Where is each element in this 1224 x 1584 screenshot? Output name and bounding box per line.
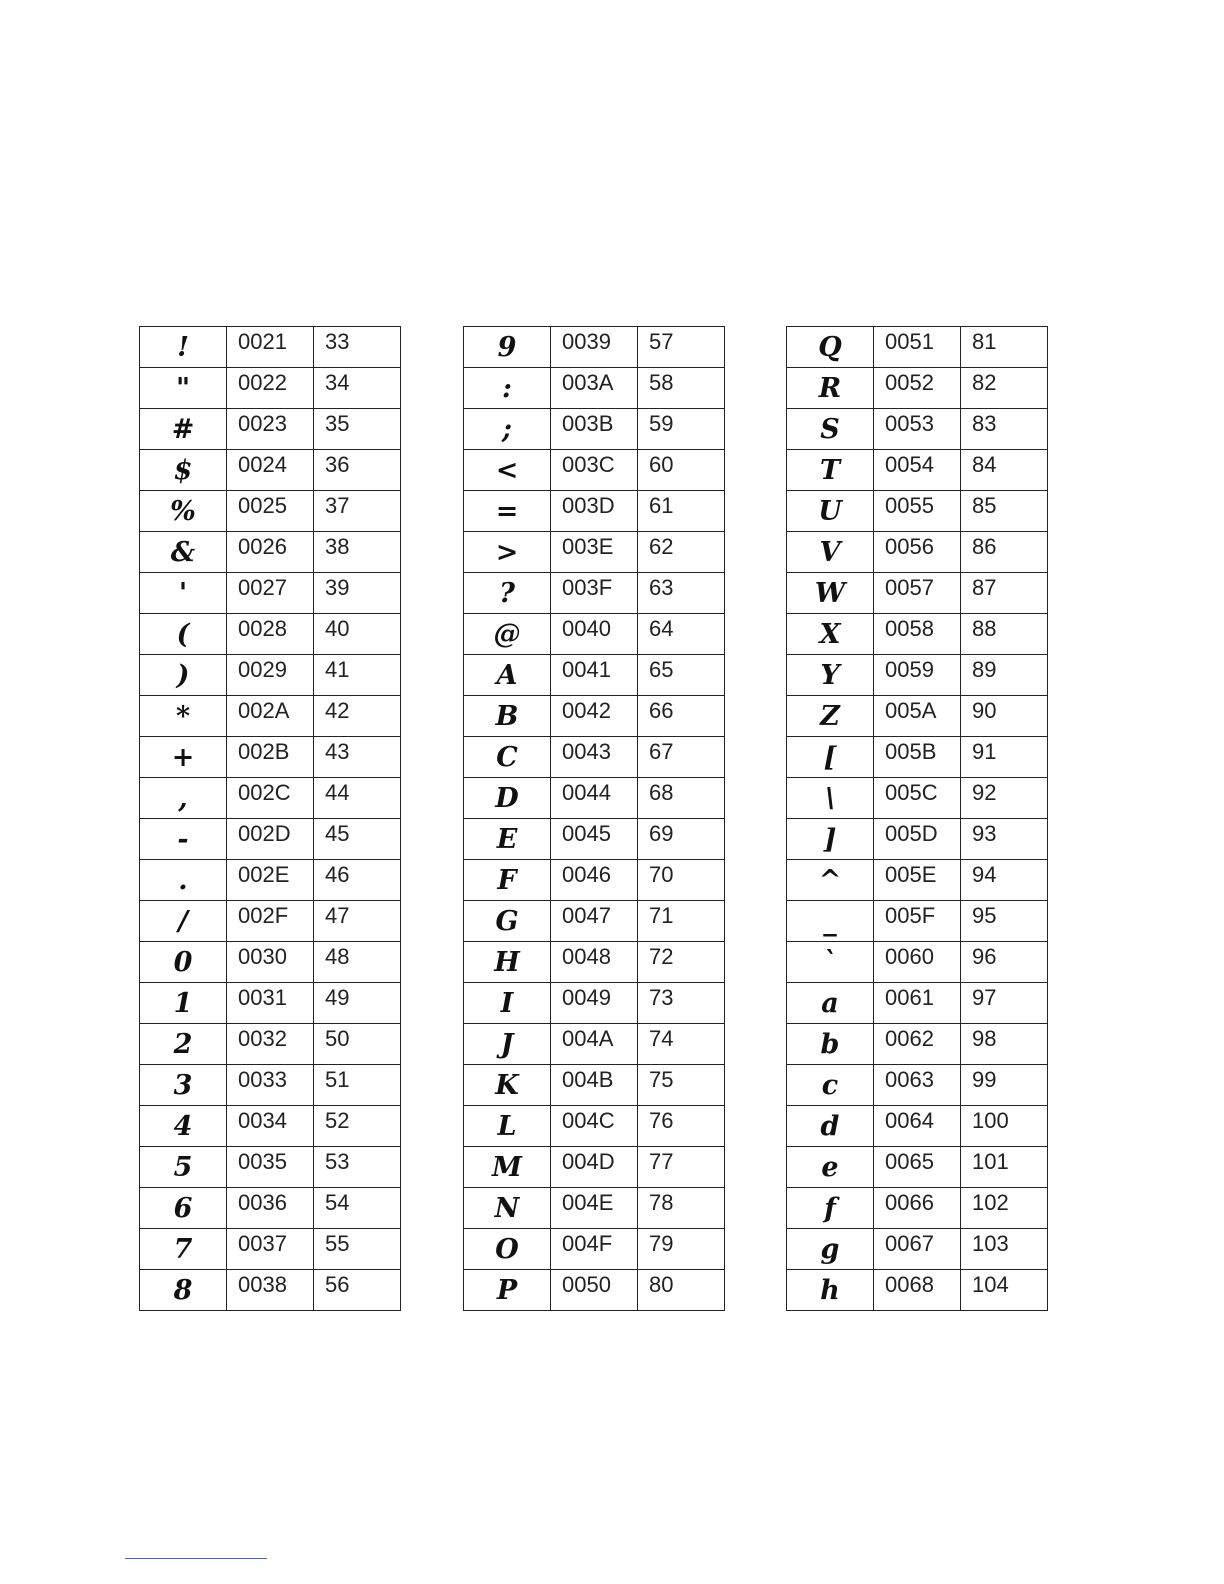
character-glyph: # bbox=[140, 409, 227, 450]
table-row bbox=[787, 1270, 1048, 1311]
decimal-code: 94 bbox=[961, 860, 1048, 901]
decimal-code: 78 bbox=[638, 1188, 725, 1229]
table-row bbox=[787, 1188, 1048, 1229]
table-row bbox=[140, 1188, 401, 1229]
character-glyph: _ bbox=[787, 901, 874, 942]
character-glyph: c bbox=[787, 1065, 874, 1106]
hex-code: 004B bbox=[551, 1065, 638, 1106]
table-row bbox=[140, 1065, 401, 1106]
character-glyph: , bbox=[140, 778, 227, 819]
table-row bbox=[464, 368, 725, 409]
table-row bbox=[787, 614, 1048, 655]
hex-code: 0026 bbox=[227, 532, 314, 573]
hex-code: 0029 bbox=[227, 655, 314, 696]
decimal-code: 67 bbox=[638, 737, 725, 778]
hex-code: 0028 bbox=[227, 614, 314, 655]
character-glyph: : bbox=[464, 368, 551, 409]
decimal-code: 79 bbox=[638, 1229, 725, 1270]
hex-code: 0024 bbox=[227, 450, 314, 491]
character-glyph: % bbox=[140, 491, 227, 532]
character-glyph: 2 bbox=[140, 1024, 227, 1065]
character-glyph: ' bbox=[140, 573, 227, 614]
decimal-code: 91 bbox=[961, 737, 1048, 778]
table-row bbox=[464, 327, 725, 368]
character-glyph: M bbox=[464, 1147, 551, 1188]
decimal-code: 52 bbox=[314, 1106, 401, 1147]
character-glyph: E bbox=[464, 819, 551, 860]
hex-code: 0056 bbox=[874, 532, 961, 573]
hex-code: 0068 bbox=[874, 1270, 961, 1311]
decimal-code: 82 bbox=[961, 368, 1048, 409]
decimal-code: 71 bbox=[638, 901, 725, 942]
decimal-code: 66 bbox=[638, 696, 725, 737]
character-glyph: a bbox=[787, 983, 874, 1024]
character-glyph: 8 bbox=[140, 1270, 227, 1311]
table-row bbox=[464, 1270, 725, 1311]
decimal-code: 100 bbox=[961, 1106, 1048, 1147]
decimal-code: 84 bbox=[961, 450, 1048, 491]
hex-code: 004F bbox=[551, 1229, 638, 1270]
character-glyph: * bbox=[140, 696, 227, 737]
character-glyph: H bbox=[464, 942, 551, 983]
decimal-code: 97 bbox=[961, 983, 1048, 1024]
hex-code: 0040 bbox=[551, 614, 638, 655]
character-glyph: W bbox=[787, 573, 874, 614]
character-glyph: f bbox=[787, 1188, 874, 1229]
table-row bbox=[140, 614, 401, 655]
decimal-code: 80 bbox=[638, 1270, 725, 1311]
decimal-code: 65 bbox=[638, 655, 725, 696]
decimal-code: 89 bbox=[961, 655, 1048, 696]
decimal-code: 40 bbox=[314, 614, 401, 655]
table-row bbox=[140, 327, 401, 368]
hex-code: 0031 bbox=[227, 983, 314, 1024]
table-row bbox=[787, 491, 1048, 532]
table-row bbox=[787, 696, 1048, 737]
character-glyph: L bbox=[464, 1106, 551, 1147]
hex-code: 0041 bbox=[551, 655, 638, 696]
hex-code: 0032 bbox=[227, 1024, 314, 1065]
character-glyph: J bbox=[464, 1024, 551, 1065]
decimal-code: 58 bbox=[638, 368, 725, 409]
table-row bbox=[787, 655, 1048, 696]
table-row bbox=[140, 1024, 401, 1065]
decimal-code: 38 bbox=[314, 532, 401, 573]
character-glyph: P bbox=[464, 1270, 551, 1311]
table-row bbox=[464, 901, 725, 942]
hex-code: 0036 bbox=[227, 1188, 314, 1229]
table-row bbox=[140, 573, 401, 614]
hex-code: 0023 bbox=[227, 409, 314, 450]
hex-code: 0048 bbox=[551, 942, 638, 983]
hex-code: 005E bbox=[874, 860, 961, 901]
character-table-1 bbox=[139, 326, 401, 1311]
table-row bbox=[464, 614, 725, 655]
table-row bbox=[464, 655, 725, 696]
character-glyph: Q bbox=[787, 327, 874, 368]
character-glyph: ( bbox=[140, 614, 227, 655]
character-glyph: & bbox=[140, 532, 227, 573]
hex-code: 0064 bbox=[874, 1106, 961, 1147]
table-row bbox=[140, 1147, 401, 1188]
hex-code: 002E bbox=[227, 860, 314, 901]
decimal-code: 46 bbox=[314, 860, 401, 901]
table-row bbox=[464, 491, 725, 532]
hex-code: 002A bbox=[227, 696, 314, 737]
hex-code: 003D bbox=[551, 491, 638, 532]
character-glyph: - bbox=[140, 819, 227, 860]
table-row bbox=[140, 696, 401, 737]
character-glyph: D bbox=[464, 778, 551, 819]
character-glyph: h bbox=[787, 1270, 874, 1311]
table-row bbox=[140, 450, 401, 491]
decimal-code: 45 bbox=[314, 819, 401, 860]
table-row bbox=[787, 942, 1048, 983]
character-glyph: A bbox=[464, 655, 551, 696]
character-glyph: B bbox=[464, 696, 551, 737]
decimal-code: 39 bbox=[314, 573, 401, 614]
hex-code: 0022 bbox=[227, 368, 314, 409]
table-row bbox=[787, 327, 1048, 368]
character-glyph: 1 bbox=[140, 983, 227, 1024]
hex-code: 0062 bbox=[874, 1024, 961, 1065]
decimal-code: 72 bbox=[638, 942, 725, 983]
character-table-2 bbox=[463, 326, 725, 1311]
decimal-code: 35 bbox=[314, 409, 401, 450]
table-row bbox=[787, 450, 1048, 491]
character-glyph: . bbox=[140, 860, 227, 901]
table-row bbox=[787, 409, 1048, 450]
decimal-code: 53 bbox=[314, 1147, 401, 1188]
hex-code: 0038 bbox=[227, 1270, 314, 1311]
hex-code: 0058 bbox=[874, 614, 961, 655]
decimal-code: 88 bbox=[961, 614, 1048, 655]
table-row bbox=[464, 696, 725, 737]
character-glyph: N bbox=[464, 1188, 551, 1229]
character-glyph: V bbox=[787, 532, 874, 573]
character-glyph: @ bbox=[464, 614, 551, 655]
hex-code: 0054 bbox=[874, 450, 961, 491]
decimal-code: 90 bbox=[961, 696, 1048, 737]
hex-code: 0047 bbox=[551, 901, 638, 942]
decimal-code: 59 bbox=[638, 409, 725, 450]
decimal-code: 102 bbox=[961, 1188, 1048, 1229]
character-glyph: U bbox=[787, 491, 874, 532]
hex-code: 0052 bbox=[874, 368, 961, 409]
character-glyph: O bbox=[464, 1229, 551, 1270]
character-table-3 bbox=[786, 326, 1048, 1311]
decimal-code: 41 bbox=[314, 655, 401, 696]
decimal-code: 37 bbox=[314, 491, 401, 532]
hex-code: 0066 bbox=[874, 1188, 961, 1229]
character-glyph: ] bbox=[787, 819, 874, 860]
table-row bbox=[787, 901, 1048, 942]
hex-code: 0057 bbox=[874, 573, 961, 614]
hex-code: 0027 bbox=[227, 573, 314, 614]
decimal-code: 95 bbox=[961, 901, 1048, 942]
character-glyph: Y bbox=[787, 655, 874, 696]
table-row bbox=[140, 655, 401, 696]
table-row bbox=[787, 1065, 1048, 1106]
decimal-code: 61 bbox=[638, 491, 725, 532]
decimal-code: 85 bbox=[961, 491, 1048, 532]
table-row bbox=[464, 778, 725, 819]
table-row bbox=[140, 942, 401, 983]
hex-code: 0030 bbox=[227, 942, 314, 983]
character-glyph: [ bbox=[787, 737, 874, 778]
decimal-code: 64 bbox=[638, 614, 725, 655]
decimal-code: 74 bbox=[638, 1024, 725, 1065]
hex-code: 0045 bbox=[551, 819, 638, 860]
hex-code: 0021 bbox=[227, 327, 314, 368]
decimal-code: 103 bbox=[961, 1229, 1048, 1270]
character-glyph: g bbox=[787, 1229, 874, 1270]
table-row bbox=[787, 1106, 1048, 1147]
hex-code: 0039 bbox=[551, 327, 638, 368]
decimal-code: 75 bbox=[638, 1065, 725, 1106]
table-row bbox=[464, 409, 725, 450]
hex-code: 002B bbox=[227, 737, 314, 778]
table-row bbox=[464, 1147, 725, 1188]
decimal-code: 81 bbox=[961, 327, 1048, 368]
character-glyph: K bbox=[464, 1065, 551, 1106]
decimal-code: 57 bbox=[638, 327, 725, 368]
hex-code: 0025 bbox=[227, 491, 314, 532]
decimal-code: 86 bbox=[961, 532, 1048, 573]
hex-code: 004C bbox=[551, 1106, 638, 1147]
hex-code: 003C bbox=[551, 450, 638, 491]
hex-code: 0043 bbox=[551, 737, 638, 778]
character-glyph: G bbox=[464, 901, 551, 942]
decimal-code: 98 bbox=[961, 1024, 1048, 1065]
table-row bbox=[140, 860, 401, 901]
character-glyph: > bbox=[464, 532, 551, 573]
hex-code: 0051 bbox=[874, 327, 961, 368]
hex-code: 002D bbox=[227, 819, 314, 860]
table-row bbox=[140, 901, 401, 942]
character-glyph: T bbox=[787, 450, 874, 491]
decimal-code: 48 bbox=[314, 942, 401, 983]
character-glyph: Z bbox=[787, 696, 874, 737]
table-row bbox=[140, 532, 401, 573]
hex-code: 004A bbox=[551, 1024, 638, 1065]
character-glyph: ? bbox=[464, 573, 551, 614]
table-row bbox=[140, 491, 401, 532]
hex-code: 002C bbox=[227, 778, 314, 819]
hex-code: 0034 bbox=[227, 1106, 314, 1147]
hex-code: 002F bbox=[227, 901, 314, 942]
character-glyph: F bbox=[464, 860, 551, 901]
table-row bbox=[464, 1106, 725, 1147]
table-row bbox=[787, 368, 1048, 409]
character-glyph: = bbox=[464, 491, 551, 532]
hex-code: 0067 bbox=[874, 1229, 961, 1270]
hex-code: 005B bbox=[874, 737, 961, 778]
hex-code: 0061 bbox=[874, 983, 961, 1024]
character-glyph: 6 bbox=[140, 1188, 227, 1229]
decimal-code: 36 bbox=[314, 450, 401, 491]
character-glyph: + bbox=[140, 737, 227, 778]
decimal-code: 68 bbox=[638, 778, 725, 819]
decimal-code: 101 bbox=[961, 1147, 1048, 1188]
table-row bbox=[464, 1229, 725, 1270]
hex-code: 003A bbox=[551, 368, 638, 409]
table-row bbox=[464, 573, 725, 614]
table-row bbox=[787, 1229, 1048, 1270]
hex-code: 005F bbox=[874, 901, 961, 942]
decimal-code: 77 bbox=[638, 1147, 725, 1188]
character-glyph: R bbox=[787, 368, 874, 409]
table-row bbox=[787, 573, 1048, 614]
table-row bbox=[787, 778, 1048, 819]
table-row bbox=[464, 983, 725, 1024]
table-row bbox=[140, 778, 401, 819]
hex-code: 003B bbox=[551, 409, 638, 450]
table-row bbox=[140, 1229, 401, 1270]
decimal-code: 93 bbox=[961, 819, 1048, 860]
decimal-code: 56 bbox=[314, 1270, 401, 1311]
decimal-code: 44 bbox=[314, 778, 401, 819]
decimal-code: 50 bbox=[314, 1024, 401, 1065]
character-glyph: 0 bbox=[140, 942, 227, 983]
character-glyph: I bbox=[464, 983, 551, 1024]
table-row bbox=[464, 819, 725, 860]
hex-code: 0060 bbox=[874, 942, 961, 983]
hex-code: 0059 bbox=[874, 655, 961, 696]
character-glyph: ^ bbox=[787, 860, 874, 901]
character-glyph: ! bbox=[140, 327, 227, 368]
decimal-code: 49 bbox=[314, 983, 401, 1024]
hex-code: 0063 bbox=[874, 1065, 961, 1106]
hex-code: 0033 bbox=[227, 1065, 314, 1106]
table-row bbox=[787, 532, 1048, 573]
character-glyph: 9 bbox=[464, 327, 551, 368]
decimal-code: 63 bbox=[638, 573, 725, 614]
character-glyph: X bbox=[787, 614, 874, 655]
table-row bbox=[140, 983, 401, 1024]
table-row bbox=[140, 1270, 401, 1311]
character-glyph: $ bbox=[140, 450, 227, 491]
decimal-code: 70 bbox=[638, 860, 725, 901]
hex-code: 005C bbox=[874, 778, 961, 819]
decimal-code: 43 bbox=[314, 737, 401, 778]
character-glyph: " bbox=[140, 368, 227, 409]
decimal-code: 99 bbox=[961, 1065, 1048, 1106]
table-row bbox=[464, 450, 725, 491]
decimal-code: 92 bbox=[961, 778, 1048, 819]
table-row bbox=[787, 860, 1048, 901]
table-row bbox=[140, 1106, 401, 1147]
table-row bbox=[787, 1024, 1048, 1065]
decimal-code: 42 bbox=[314, 696, 401, 737]
footnote-separator bbox=[125, 1558, 267, 1559]
decimal-code: 55 bbox=[314, 1229, 401, 1270]
hex-code: 003F bbox=[551, 573, 638, 614]
table-row bbox=[464, 1188, 725, 1229]
hex-code: 0050 bbox=[551, 1270, 638, 1311]
character-glyph: e bbox=[787, 1147, 874, 1188]
decimal-code: 87 bbox=[961, 573, 1048, 614]
character-glyph: 4 bbox=[140, 1106, 227, 1147]
decimal-code: 60 bbox=[638, 450, 725, 491]
table-row bbox=[787, 819, 1048, 860]
decimal-code: 96 bbox=[961, 942, 1048, 983]
decimal-code: 62 bbox=[638, 532, 725, 573]
table-row bbox=[464, 1065, 725, 1106]
hex-code: 0046 bbox=[551, 860, 638, 901]
hex-code: 0065 bbox=[874, 1147, 961, 1188]
hex-code: 0042 bbox=[551, 696, 638, 737]
decimal-code: 83 bbox=[961, 409, 1048, 450]
decimal-code: 76 bbox=[638, 1106, 725, 1147]
table-row bbox=[140, 819, 401, 860]
hex-code: 0053 bbox=[874, 409, 961, 450]
character-glyph: ) bbox=[140, 655, 227, 696]
character-glyph: ` bbox=[787, 942, 874, 983]
decimal-code: 104 bbox=[961, 1270, 1048, 1311]
hex-code: 0037 bbox=[227, 1229, 314, 1270]
table-row bbox=[464, 532, 725, 573]
decimal-code: 47 bbox=[314, 901, 401, 942]
table-row bbox=[464, 1024, 725, 1065]
hex-code: 005D bbox=[874, 819, 961, 860]
character-glyph: d bbox=[787, 1106, 874, 1147]
table-row bbox=[787, 1147, 1048, 1188]
hex-code: 004D bbox=[551, 1147, 638, 1188]
table-row bbox=[787, 737, 1048, 778]
table-row bbox=[464, 942, 725, 983]
decimal-code: 73 bbox=[638, 983, 725, 1024]
character-glyph: C bbox=[464, 737, 551, 778]
hex-code: 0035 bbox=[227, 1147, 314, 1188]
decimal-code: 69 bbox=[638, 819, 725, 860]
decimal-code: 34 bbox=[314, 368, 401, 409]
table-row bbox=[464, 860, 725, 901]
table-row bbox=[787, 983, 1048, 1024]
hex-code: 0055 bbox=[874, 491, 961, 532]
character-glyph: 7 bbox=[140, 1229, 227, 1270]
table-row bbox=[140, 409, 401, 450]
table-row bbox=[140, 737, 401, 778]
character-glyph: \ bbox=[787, 778, 874, 819]
hex-code: 0049 bbox=[551, 983, 638, 1024]
decimal-code: 51 bbox=[314, 1065, 401, 1106]
character-glyph: S bbox=[787, 409, 874, 450]
character-glyph: b bbox=[787, 1024, 874, 1065]
decimal-code: 33 bbox=[314, 327, 401, 368]
character-glyph: 3 bbox=[140, 1065, 227, 1106]
decimal-code: 54 bbox=[314, 1188, 401, 1229]
character-glyph: 5 bbox=[140, 1147, 227, 1188]
hex-code: 004E bbox=[551, 1188, 638, 1229]
hex-code: 003E bbox=[551, 532, 638, 573]
character-glyph: < bbox=[464, 450, 551, 491]
hex-code: 005A bbox=[874, 696, 961, 737]
table-row bbox=[140, 368, 401, 409]
table-row bbox=[464, 737, 725, 778]
character-glyph: ; bbox=[464, 409, 551, 450]
character-glyph: / bbox=[140, 901, 227, 942]
hex-code: 0044 bbox=[551, 778, 638, 819]
